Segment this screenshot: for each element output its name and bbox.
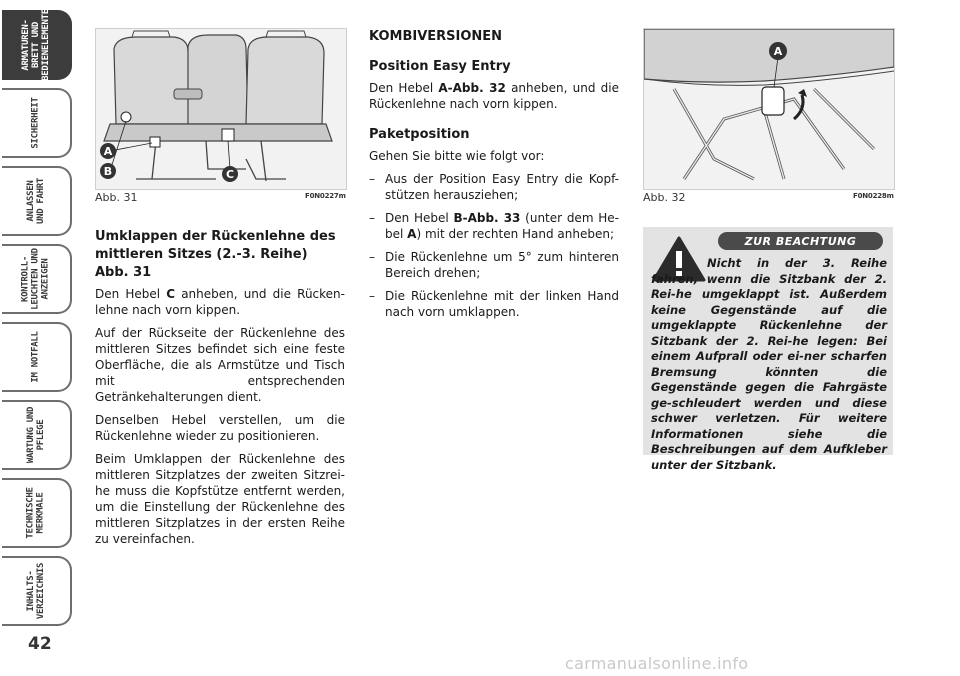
tab-label: TECHNISCHE MERKMALE <box>26 487 46 539</box>
figure-32-illustration <box>643 28 895 190</box>
tab-label: WARTUNG UND PFLEGE <box>26 406 46 464</box>
watermark-text: carmanualsonline.info <box>565 654 749 673</box>
tab-label: INHALTS- VERZEICHNIS <box>26 562 46 620</box>
list-item: – Aus der Position Easy Entry die Kopf-stützen herausziehen; <box>369 171 619 203</box>
warning-text: Nicht in der 3. Reihe fahren, wenn die Sitzbank der 2. Rei-he umgeklappt ist. Außerdem keine Gegenstände auf die umgeklappte Rückenlehne der Sitzbank der 2. Rei-he legen: Bei einem Aufprall oder ei-ner scharfen Bremsung könnten die Gegenstände gegen die Fahrgäste ge-schleudert werden und diese schwer verletzen. Für weitere Informationen siehe die Beschreibungen auf dem Aufkleber unter der Sitzbank. <box>651 256 887 472</box>
list-item: – Den Hebel B-Abb. 33 (unter dem He-bel A) mit der rechten Hand anheben; <box>369 210 619 242</box>
text-column-2 <box>369 28 619 328</box>
section-heading: Umklappen der Rückenlehne des mittleren Sitzes (2.-3. Reihe) Abb. 31 <box>95 229 336 280</box>
tab-label: IM NOTFALL <box>31 331 41 383</box>
tab-im-notfall[interactable] <box>2 322 72 392</box>
list-item: – Die Rückenlehne um 5° zum hinteren Bereich drehen; <box>369 249 619 281</box>
tab-anlassen[interactable] <box>2 166 72 236</box>
steps-list <box>369 171 619 320</box>
tab-wartung[interactable] <box>2 400 72 470</box>
label-a: A <box>773 45 783 58</box>
tab-armaturenbrett[interactable] <box>2 10 72 80</box>
chapter-sidebar <box>0 0 78 676</box>
tab-label: SICHERHEIT <box>31 97 41 149</box>
tab-label: ARMATUREN- BRETT UND BEDIENELEMENTE <box>21 9 52 81</box>
label-c: C <box>225 168 235 181</box>
subheading-paketposition: Paketposition <box>369 127 470 142</box>
tab-sicherheit[interactable] <box>2 88 72 158</box>
paragraph: Gehen Sie bitte wie folgt vor: <box>369 149 545 163</box>
seat-illustration <box>96 29 346 189</box>
lever-illustration <box>644 29 894 189</box>
label-b: B <box>103 165 113 178</box>
paragraph: Den Hebel C anheben, und die Rücken-lehne nach vorn kippen. <box>95 287 345 317</box>
label-a: A <box>103 145 113 158</box>
tab-label: KONTROLL- LEUCHTEN UND ANZEIGEN <box>20 248 51 310</box>
tab-inhaltsverzeichnis[interactable] <box>2 556 72 626</box>
tab-label: ANLASSEN UND FAHRT <box>25 177 46 225</box>
figure-31-caption: Abb. 31 <box>95 191 138 204</box>
figure-31-code: F0N0227m <box>305 192 346 200</box>
section-title: KOMBIVERSIONEN <box>369 29 503 44</box>
text-column-1 <box>95 228 345 554</box>
paragraph: Denselben Hebel verstellen, um die Rückenlehne wieder zu positionieren. <box>95 413 345 443</box>
paragraph: Beim Umklappen der Rückenlehne des mittleren Sitzplatzes der zweiten Sitzrei-he muss die Kopfstütze entfernt werden, um die Einstellung der Rückenlehne des mittleren Sitzplatzes in der ersten Reihe zu vereinfachen. <box>95 452 345 546</box>
tab-kontrollleuchten[interactable] <box>2 244 72 314</box>
figure-32-code: F0N0228m <box>853 192 894 200</box>
figure-32-caption: Abb. 32 <box>643 191 686 204</box>
figure-31-illustration <box>95 28 347 190</box>
tab-technische-merkmale[interactable] <box>2 478 72 548</box>
paragraph: Den Hebel A-Abb. 32 anheben, und die Rückenlehne nach vorn kippen. <box>369 81 619 111</box>
page-number: 42 <box>28 634 52 654</box>
warning-box <box>643 227 893 472</box>
warning-header: ZUR BEACHTUNG <box>718 232 883 250</box>
subheading-easy-entry: Position Easy Entry <box>369 59 511 74</box>
paragraph: Auf der Rückseite der Rückenlehne des mittleren Sitzes befindet sich eine feste Oberfläche, die als Armstütze und Tisch mit entsprechenden Getränkehalterungen dient. <box>95 326 345 404</box>
list-item: – Die Rückenlehne mit der linken Hand nach vorn umklappen. <box>369 288 619 320</box>
